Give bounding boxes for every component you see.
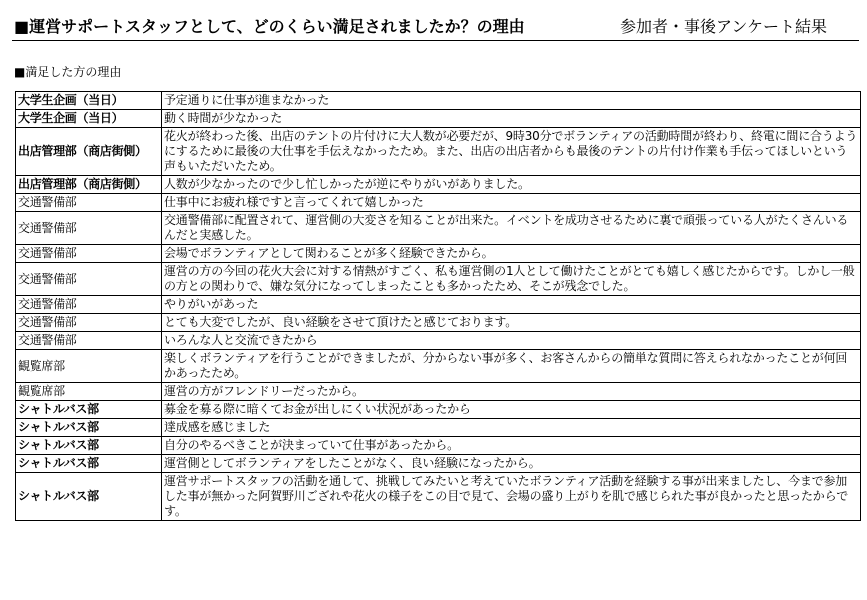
dept-cell: 大学生企画（当日） — [16, 110, 162, 128]
table-row — [16, 176, 861, 194]
table-row — [16, 473, 861, 521]
table-row — [16, 92, 861, 110]
table-row — [16, 263, 861, 296]
header-divider — [12, 40, 859, 41]
dept-cell: 交通警備部 — [16, 314, 162, 332]
dept-cell: 観覧席部 — [16, 383, 162, 401]
dept-cell: 大学生企画（当日） — [16, 92, 162, 110]
dept-cell: 観覧席部 — [16, 350, 162, 383]
reason-cell: 動く時間が少なかった — [162, 110, 861, 128]
dept-cell: 出店管理部（商店街側） — [16, 176, 162, 194]
table-row — [16, 296, 861, 314]
table-row — [16, 437, 861, 455]
reason-cell: 運営の方がフレンドリーだったから。 — [162, 383, 861, 401]
dept-cell: 交通警備部 — [16, 332, 162, 350]
page-title: ■運営サポートスタッフとして、どのくらい満足されましたか？の理由 — [14, 17, 525, 36]
reason-cell: 自分のやるべきことが決まっていて仕事があったから。 — [162, 437, 861, 455]
dept-cell: シャトルバス部 — [16, 437, 162, 455]
table-row — [16, 401, 861, 419]
slide-header — [0, 0, 867, 44]
reason-cell: いろんな人と交流できたから — [162, 332, 861, 350]
reason-cell: 仕事中にお疲れ様ですと言ってくれて嬉しかった — [162, 194, 861, 212]
reason-cell: 楽しくボランティアを行うことができましたが、分からない事が多く、お客さんからの簡単な質問に答えられなかったことが何回かあったため。 — [162, 350, 861, 383]
table-row — [16, 245, 861, 263]
section-subtitle: ■満足した方の理由 — [14, 65, 122, 79]
reason-cell: 予定通りに仕事が進まなかった — [162, 92, 861, 110]
dept-cell: 交通警備部 — [16, 296, 162, 314]
reason-cell: 運営サポートスタッフの活動を通して、挑戦してみたいと考えていたボランティア活動を経験する事が出来ましたし、今まで参加した事が無かった阿賀野川ござれや花火の様子をこの目で見て、会場の盛り上がりを肌で感じられた事が良かったと思ったからです。 — [162, 473, 861, 521]
reason-cell: 運営側としてボランティアをしたことがなく、良い経験になったから。 — [162, 455, 861, 473]
table-row — [16, 455, 861, 473]
table-row — [16, 314, 861, 332]
dept-cell: シャトルバス部 — [16, 455, 162, 473]
report-label: 参加者・事後アンケート結果 — [620, 17, 828, 36]
dept-cell: 交通警備部 — [16, 245, 162, 263]
dept-cell: シャトルバス部 — [16, 473, 162, 521]
reason-cell: 交通警備部に配置されて、運営側の大変さを知ることが出来た。イベントを成功させるために裏で頑張っている人がたくさんいるんだと実感した。 — [162, 212, 861, 245]
reason-cell: 達成感を感じました — [162, 419, 861, 437]
reason-cell: 会場でボランティアとして関わることが多く経験できたから。 — [162, 245, 861, 263]
dept-cell: 交通警備部 — [16, 194, 162, 212]
table-row — [16, 110, 861, 128]
reason-cell: 花火が終わった後、出店のテントの片付けに大人数が必要だが、9時30分でボランティアの活動時間が終わり、終電に間に合うようにするために最後の大仕事を手伝えなかったため。また、出店の出店者からも最後のテントの片付け作業も手伝ってほしいという声もいただいたため。 — [162, 128, 861, 176]
reason-cell: 運営の方の今回の花火大会に対する情熱がすごく、私も運営側の1人として働けたことがとても嬉しく感じたからです。しかし一般の方との関わりで、嫌な気分になってしまったことも多かったため、そこが残念でした。 — [162, 263, 861, 296]
dept-cell: シャトルバス部 — [16, 401, 162, 419]
table-row — [16, 383, 861, 401]
reasons-table — [15, 91, 861, 521]
table-row — [16, 419, 861, 437]
table-row — [16, 332, 861, 350]
reason-cell: 募金を募る際に暗くてお金が出しにくい状況があったから — [162, 401, 861, 419]
reason-cell: 人数が少なかったので少し忙しかったが逆にやりがいがありました。 — [162, 176, 861, 194]
table-row — [16, 128, 861, 176]
reason-cell: やりがいがあった — [162, 296, 861, 314]
dept-cell: シャトルバス部 — [16, 419, 162, 437]
table-row — [16, 194, 861, 212]
table-row — [16, 350, 861, 383]
reason-cell: とても大変でしたが、良い経験をさせて頂けたと感じております。 — [162, 314, 861, 332]
dept-cell: 交通警備部 — [16, 263, 162, 296]
dept-cell: 出店管理部（商店街側） — [16, 128, 162, 176]
dept-cell: 交通警備部 — [16, 212, 162, 245]
table-row — [16, 212, 861, 245]
